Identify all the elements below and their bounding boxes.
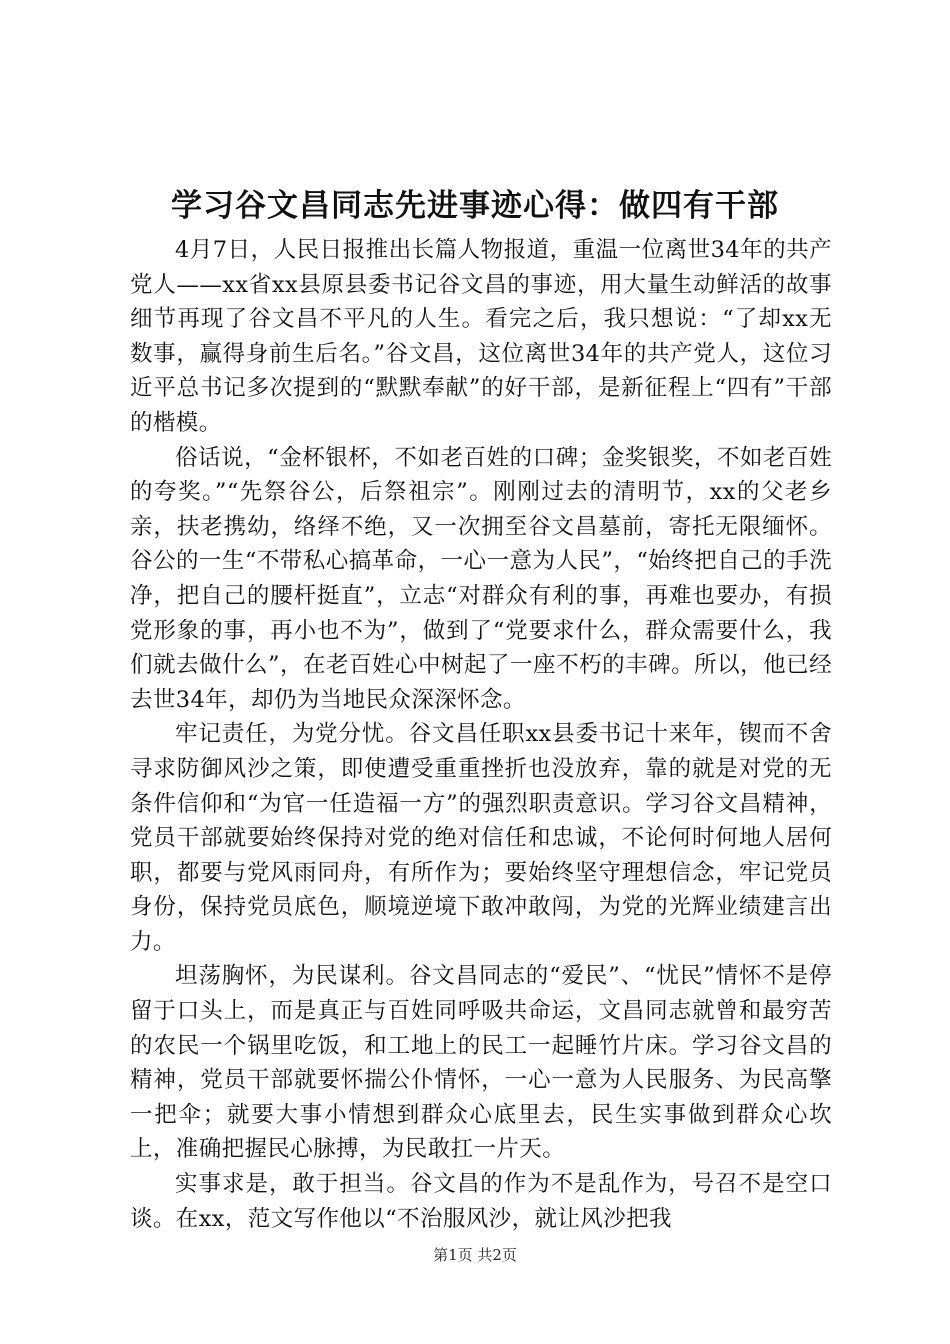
paragraph-5: 实事求是，敢于担当。谷文昌的作为不是乱作为，号召不是空口谈。在xx，范文写作他以“不治服风沙，就让风沙把我 <box>130 1171 832 1232</box>
paragraph-2: 俗话说，“金杯银杯，不如老百姓的口碑；金奖银奖，不如老百姓的夸奖。”“先祭谷公，后祭祖宗”。刚刚过去的清明节，xx的父老乡亲，扶老携幼，络绎不绝，又一次拥至谷文昌墓前，寄托无限缅怀。谷公的一生“不带私心搞革命，一心一意为人民”，“始终把自己的手洗净，把自己的腰杆挺直”，立志“对群众有利的事，再难也要办，有损党形象的事，再小也不为”，做到了“党要求什么，群众需要什么，我们就去做什么”，在老百姓心中树起了一座不朽的丰碑。所以，他已经去世34年，却仍为当地民众深深怀念。 <box>130 444 832 713</box>
paragraph-4: 坦荡胸怀，为民谋利。谷文昌同志的“爱民”、“忧民”情怀不是停留于口头上，而是真正与百姓同呼吸共命运，文昌同志就曾和最穷苦的农民一个锅里吃饭，和工地上的民工一起睡竹片床。学习谷文昌的精神，党员干部就要怀揣公仆情怀，一心一意为人民服务、为民高擎一把伞；就要大事小情想到群众心底里去，民生实事做到群众心坎上，准确把握民心脉搏，为民敢扛一片天。 <box>130 963 832 1163</box>
paragraph-3: 牢记责任，为党分忧。谷文昌任职xx县委书记十来年，锲而不舍寻求防御风沙之策，即使遭受重重挫折也没放弃，靠的就是对党的无条件信仰和“为官一任造福一方”的强烈职责意识。学习谷文昌精神，党员干部就要始终保持对党的绝对信任和忠诚，不论何时何地人居何职，都要与党风雨同舟，有所作为；要始终坚守理想信念，牢记党员身份，保持党员底色，顺境逆境下敢冲敢闯，为党的光辉业绩建言出力。 <box>130 721 832 955</box>
page-footer: 第1页 共2页 <box>433 1246 517 1264</box>
page-title: 学习谷文昌同志先进事迹心得：做四有干部 <box>171 188 779 224</box>
document-body <box>130 233 832 1236</box>
paragraph-1: 4月7日，人民日报推出长篇人物报道，重温一位离世34年的共产党人——xx省xx县原县委书记谷文昌的事迹，用大量生动鲜活的故事细节再现了谷文昌不平凡的人生。看完之后，我只想说：“了却xx无数事，赢得身前生后名。”谷文昌，这位离世34年的共产党人，这位习近平总书记多次提到的“默默奉献”的好干部，是新征程上“四有”干部的楷模。 <box>130 237 832 436</box>
